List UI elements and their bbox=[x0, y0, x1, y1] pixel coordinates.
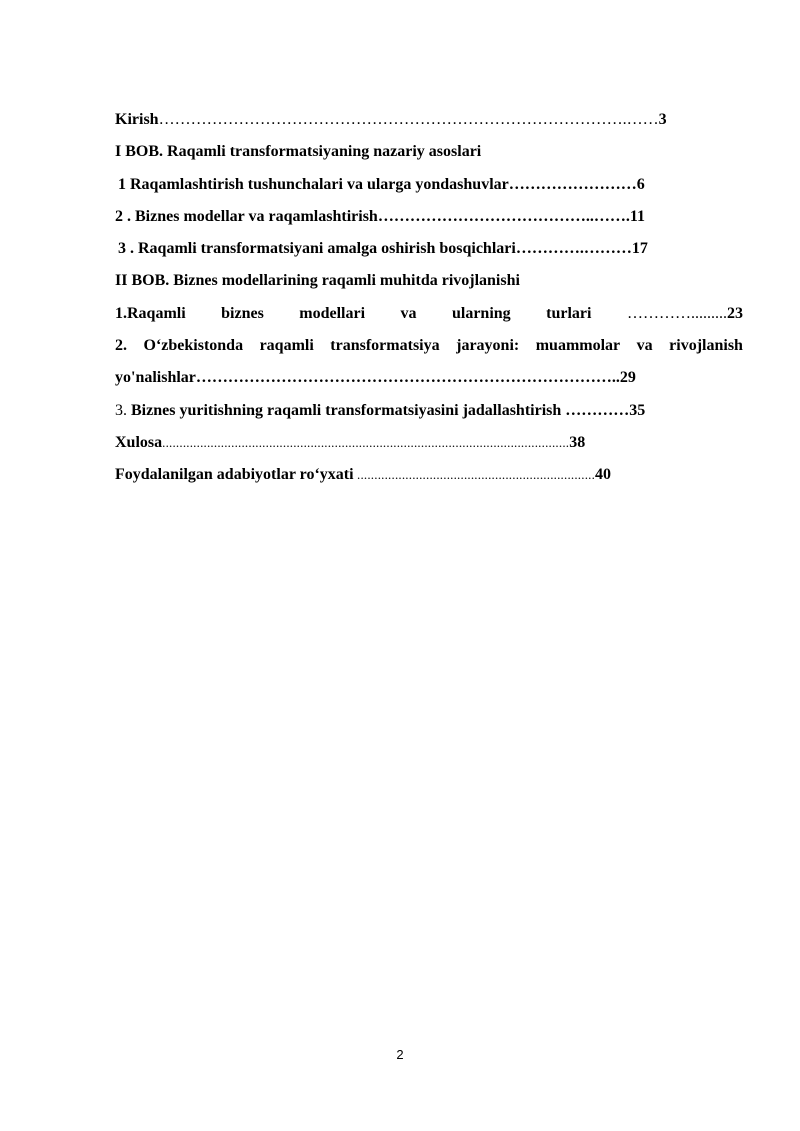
toc-word: muammolar bbox=[535, 337, 621, 355]
toc-leader-dots: …………………………………..……. bbox=[377, 207, 630, 225]
toc-leader-dots: ………… bbox=[565, 401, 630, 419]
toc-entry-number: 3. bbox=[115, 401, 127, 419]
page-number: 2 bbox=[396, 1047, 404, 1062]
toc-word: rivojlanish bbox=[669, 337, 743, 355]
toc-entry-1-3[interactable] bbox=[115, 236, 743, 268]
toc-entry-title: 3 . Raqamli transformatsiyani amalga oshirish bosqichlari bbox=[118, 240, 516, 258]
toc-entry-title: Foydalanilgan adabiyotlar ro‘yxati bbox=[115, 466, 354, 484]
toc-page-number: 40 bbox=[595, 466, 612, 484]
toc-leader-dots: …………………………………………………………………….. bbox=[195, 369, 620, 387]
toc-entry-kirish[interactable] bbox=[115, 107, 743, 139]
toc-entry-title: Kirish bbox=[115, 111, 159, 128]
toc-word: va bbox=[400, 304, 417, 322]
toc-leader-dots: ..................................................................... bbox=[353, 467, 596, 483]
toc-entry-2-2-line1[interactable] bbox=[115, 333, 743, 365]
toc-chapter-title: I BOB. Raqamli transformatsiyaning nazariy asoslari bbox=[115, 143, 482, 161]
toc-entry-1-2[interactable] bbox=[115, 204, 743, 236]
toc-leader-dots: …………………… bbox=[508, 175, 637, 193]
toc-entry-title: 2 . Biznes modellar va raqamlashtirish bbox=[115, 207, 378, 225]
toc-chapter-title: II BOB. Biznes modellarining raqamli muhitda rivojlanishi bbox=[115, 272, 520, 290]
toc-entry-title: Biznes yuritishning raqamli transformatsiyasini jadallashtirish bbox=[127, 401, 566, 419]
toc-word: va bbox=[636, 337, 653, 355]
toc-leader-dots: ………….……… bbox=[515, 240, 632, 258]
toc-entry-xulosa[interactable] bbox=[115, 430, 743, 462]
table-of-contents bbox=[115, 107, 743, 495]
toc-word: raqamli bbox=[259, 337, 314, 355]
toc-chapter-2-heading[interactable] bbox=[115, 268, 743, 300]
toc-page-number: 38 bbox=[569, 433, 586, 451]
toc-word: ularning bbox=[451, 304, 511, 322]
toc-word: 1.Raqamli bbox=[115, 304, 186, 322]
toc-page-number: 35 bbox=[629, 401, 646, 419]
toc-word: biznes bbox=[221, 304, 264, 322]
toc-entry-adabiyotlar[interactable] bbox=[115, 462, 743, 494]
toc-entry-title: Xulosa bbox=[115, 433, 163, 451]
toc-word: turlari bbox=[546, 304, 592, 322]
toc-entry-title: 1 Raqamlashtirish tushunchalari va ularga yondashuvlar bbox=[118, 175, 509, 193]
toc-page-number: 6 bbox=[636, 175, 645, 193]
toc-page-number: 23 bbox=[726, 304, 743, 322]
toc-word: modellari bbox=[299, 304, 366, 322]
toc-leader-dots: …………......... bbox=[626, 304, 727, 322]
toc-entry-2-3[interactable] bbox=[115, 398, 743, 430]
toc-entry-1-1[interactable] bbox=[115, 172, 743, 204]
toc-entry-title: yo'nalishlar bbox=[115, 369, 196, 387]
toc-chapter-1-heading[interactable] bbox=[115, 139, 743, 171]
toc-word: 2. bbox=[115, 337, 127, 355]
toc-word: transformatsiya bbox=[330, 337, 440, 355]
toc-leader-dots: ...................................................................................................................... bbox=[162, 434, 570, 450]
toc-page-number: 11 bbox=[629, 207, 645, 225]
toc-page-number: 3 bbox=[658, 111, 667, 128]
toc-leader-dots: …………………………………………………………………………….…… bbox=[158, 111, 659, 128]
toc-page-number: 29 bbox=[619, 369, 636, 387]
toc-word: jarayoni: bbox=[456, 337, 520, 355]
toc-entry-2-2-line2[interactable] bbox=[115, 365, 743, 397]
toc-word: O‘zbekistonda bbox=[143, 337, 244, 355]
toc-page-number: 17 bbox=[631, 240, 648, 258]
toc-entry-2-1[interactable] bbox=[115, 301, 743, 333]
